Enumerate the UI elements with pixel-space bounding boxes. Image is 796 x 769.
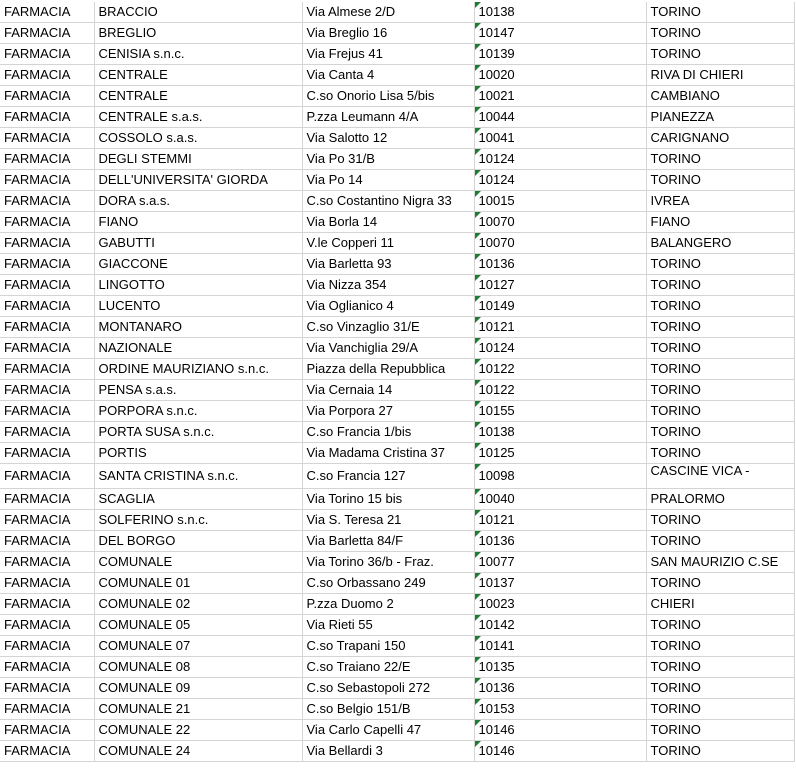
cell-pharmacy-name[interactable]: SANTA CRISTINA s.n.c. <box>94 464 302 489</box>
cell-city[interactable]: FIANO <box>646 212 794 233</box>
cell-postal-code[interactable]: 10149 <box>474 296 646 317</box>
cell-pharmacy-name[interactable]: COMUNALE 05 <box>94 615 302 636</box>
table-row <box>0 212 794 233</box>
table-row <box>0 359 794 380</box>
cell-type[interactable]: FARMACIA <box>0 443 94 464</box>
cell-city[interactable]: IVREA <box>646 191 794 212</box>
table-row <box>0 531 794 552</box>
cell-pharmacy-name[interactable]: GABUTTI <box>94 233 302 254</box>
cell-type[interactable]: FARMACIA <box>0 552 94 573</box>
cell-address[interactable]: Via S. Teresa 21 <box>302 510 474 531</box>
cell-address[interactable]: Via Po 14 <box>302 170 474 191</box>
cell-address[interactable]: C.so Orbassano 249 <box>302 573 474 594</box>
cell-postal-code[interactable]: 10146 <box>474 720 646 741</box>
cell-address[interactable]: Via Oglianico 4 <box>302 296 474 317</box>
cell-pharmacy-name[interactable]: LUCENTO <box>94 296 302 317</box>
cell-type[interactable]: FARMACIA <box>0 720 94 741</box>
cell-postal-code[interactable]: 10124 <box>474 149 646 170</box>
cell-city[interactable]: TORINO <box>646 615 794 636</box>
cell-postal-code[interactable]: 10124 <box>474 338 646 359</box>
cell-city[interactable]: TORINO <box>646 699 794 720</box>
cell-pharmacy-name[interactable]: FIANO <box>94 212 302 233</box>
cell-city[interactable]: TORINO <box>646 741 794 762</box>
cell-city[interactable]: CARIGNANO <box>646 128 794 149</box>
cell-city[interactable]: TORINO <box>646 573 794 594</box>
cell-pharmacy-name[interactable]: COMUNALE 22 <box>94 720 302 741</box>
cell-pharmacy-name[interactable]: BRACCIO <box>94 2 302 23</box>
cell-city[interactable]: CAMBIANO <box>646 86 794 107</box>
table-row <box>0 489 794 510</box>
cell-pharmacy-name[interactable]: COMUNALE 07 <box>94 636 302 657</box>
cell-address[interactable]: V.le Copperi 11 <box>302 233 474 254</box>
table-row <box>0 380 794 401</box>
cell-postal-code[interactable]: 10021 <box>474 86 646 107</box>
cell-postal-code[interactable]: 10139 <box>474 44 646 65</box>
cell-postal-code[interactable]: 10015 <box>474 191 646 212</box>
cell-city[interactable]: TORINO <box>646 254 794 275</box>
cell-postal-code[interactable]: 10146 <box>474 741 646 762</box>
cell-type[interactable]: FARMACIA <box>0 107 94 128</box>
table-row <box>0 464 794 489</box>
cell-pharmacy-name[interactable]: ORDINE MAURIZIANO s.n.c. <box>94 359 302 380</box>
cell-type[interactable]: FARMACIA <box>0 212 94 233</box>
cell-address[interactable]: P.zza Duomo 2 <box>302 594 474 615</box>
cell-postal-code[interactable]: 10124 <box>474 170 646 191</box>
table-row <box>0 149 794 170</box>
cell-city[interactable]: TORINO <box>646 23 794 44</box>
cell-postal-code[interactable]: 10098 <box>474 464 646 489</box>
cell-address[interactable]: Via Salotto 12 <box>302 128 474 149</box>
cell-type[interactable]: FARMACIA <box>0 615 94 636</box>
cell-type[interactable]: FARMACIA <box>0 464 94 489</box>
cell-city[interactable]: PRALORMO <box>646 489 794 510</box>
cell-type[interactable]: FARMACIA <box>0 338 94 359</box>
cell-type[interactable]: FARMACIA <box>0 65 94 86</box>
cell-postal-code[interactable]: 10121 <box>474 317 646 338</box>
cell-address[interactable]: Via Breglio 16 <box>302 23 474 44</box>
cell-pharmacy-name[interactable]: COMUNALE 01 <box>94 573 302 594</box>
cell-city[interactable]: CHIERI <box>646 594 794 615</box>
table-row <box>0 44 794 65</box>
table-row <box>0 86 794 107</box>
cell-city[interactable]: TORINO <box>646 149 794 170</box>
table-row <box>0 657 794 678</box>
cell-postal-code[interactable]: 10020 <box>474 65 646 86</box>
cell-address[interactable]: C.so Onorio Lisa 5/bis <box>302 86 474 107</box>
cell-city[interactable]: TORINO <box>646 275 794 296</box>
cell-pharmacy-name[interactable]: LINGOTTO <box>94 275 302 296</box>
table-row <box>0 401 794 422</box>
table-row <box>0 2 794 23</box>
table-row <box>0 254 794 275</box>
table-row <box>0 636 794 657</box>
table-row <box>0 615 794 636</box>
cell-address[interactable]: C.so Belgio 151/B <box>302 699 474 720</box>
cell-city[interactable]: TORINO <box>646 422 794 443</box>
cell-pharmacy-name[interactable]: COMUNALE 09 <box>94 678 302 699</box>
cell-city[interactable]: PIANEZZA <box>646 107 794 128</box>
cell-address[interactable]: Via Porpora 27 <box>302 401 474 422</box>
cell-postal-code[interactable]: 10121 <box>474 510 646 531</box>
cell-address[interactable]: Via Frejus 41 <box>302 44 474 65</box>
cell-address[interactable]: Via Rieti 55 <box>302 615 474 636</box>
cell-type[interactable]: FARMACIA <box>0 678 94 699</box>
cell-pharmacy-name[interactable]: DORA s.a.s. <box>94 191 302 212</box>
cell-address[interactable]: Via Torino 36/b - Fraz. <box>302 552 474 573</box>
cell-postal-code[interactable]: 10135 <box>474 657 646 678</box>
cell-postal-code[interactable]: 10044 <box>474 107 646 128</box>
cell-city[interactable]: TORINO <box>646 636 794 657</box>
table-row <box>0 594 794 615</box>
cell-city[interactable]: TORINO <box>646 678 794 699</box>
cell-pharmacy-name[interactable]: CENTRALE <box>94 86 302 107</box>
cell-address[interactable]: Via Madama Cristina 37 <box>302 443 474 464</box>
cell-pharmacy-name[interactable]: CENTRALE s.a.s. <box>94 107 302 128</box>
cell-postal-code[interactable]: 10077 <box>474 552 646 573</box>
cell-postal-code[interactable]: 10136 <box>474 254 646 275</box>
cell-city[interactable]: TORINO <box>646 531 794 552</box>
cell-pharmacy-name[interactable]: PORTA SUSA s.n.c. <box>94 422 302 443</box>
table-row <box>0 720 794 741</box>
cell-type[interactable]: FARMACIA <box>0 380 94 401</box>
cell-pharmacy-name[interactable]: MONTANARO <box>94 317 302 338</box>
cell-type[interactable]: FARMACIA <box>0 44 94 65</box>
cell-type[interactable]: FARMACIA <box>0 23 94 44</box>
cell-postal-code[interactable]: 10138 <box>474 422 646 443</box>
table-row <box>0 23 794 44</box>
cell-pharmacy-name[interactable]: BREGLIO <box>94 23 302 44</box>
table-row <box>0 338 794 359</box>
cell-address[interactable]: Via Po 31/B <box>302 149 474 170</box>
cell-type[interactable]: FARMACIA <box>0 128 94 149</box>
cell-pharmacy-name[interactable]: NAZIONALE <box>94 338 302 359</box>
table-row <box>0 107 794 128</box>
cell-address[interactable]: C.so Trapani 150 <box>302 636 474 657</box>
cell-address[interactable]: Via Barletta 93 <box>302 254 474 275</box>
cell-postal-code[interactable]: 10153 <box>474 699 646 720</box>
cell-city[interactable]: TORINO <box>646 443 794 464</box>
table-row <box>0 233 794 254</box>
table-row <box>0 191 794 212</box>
cell-address[interactable]: C.so Vinzaglio 31/E <box>302 317 474 338</box>
cell-postal-code[interactable]: 10122 <box>474 380 646 401</box>
cell-postal-code[interactable]: 10136 <box>474 531 646 552</box>
table-row <box>0 573 794 594</box>
cell-postal-code[interactable]: 10070 <box>474 212 646 233</box>
cell-postal-code[interactable]: 10136 <box>474 678 646 699</box>
cell-postal-code[interactable]: 10040 <box>474 489 646 510</box>
cell-pharmacy-name[interactable]: COMUNALE 02 <box>94 594 302 615</box>
cell-type[interactable]: FARMACIA <box>0 741 94 762</box>
table-row <box>0 317 794 338</box>
cell-address[interactable]: Via Barletta 84/F <box>302 531 474 552</box>
cell-postal-code[interactable]: 10141 <box>474 636 646 657</box>
table-row <box>0 296 794 317</box>
cell-address[interactable]: Via Vanchiglia 29/A <box>302 338 474 359</box>
cell-address[interactable]: P.zza Leumann 4/A <box>302 107 474 128</box>
cell-address[interactable]: Via Almese 2/D <box>302 2 474 23</box>
cell-type[interactable]: FARMACIA <box>0 657 94 678</box>
spreadsheet-body <box>0 2 794 762</box>
cell-address[interactable]: C.so Francia 127 <box>302 464 474 489</box>
table-row <box>0 422 794 443</box>
cell-type[interactable]: FARMACIA <box>0 489 94 510</box>
cell-city[interactable]: TORINO <box>646 44 794 65</box>
cell-pharmacy-name[interactable]: DELL'UNIVERSITA' GIORDA <box>94 170 302 191</box>
table-row <box>0 699 794 720</box>
cell-type[interactable]: FARMACIA <box>0 401 94 422</box>
cell-pharmacy-name[interactable]: CENISIA s.n.c. <box>94 44 302 65</box>
table-row <box>0 552 794 573</box>
cell-pharmacy-name[interactable]: PORTIS <box>94 443 302 464</box>
cell-city[interactable]: TORINO <box>646 317 794 338</box>
cell-type[interactable]: FARMACIA <box>0 296 94 317</box>
cell-type[interactable]: FARMACIA <box>0 86 94 107</box>
cell-address[interactable]: Via Borla 14 <box>302 212 474 233</box>
cell-type[interactable]: FARMACIA <box>0 170 94 191</box>
cell-city[interactable]: TORINO <box>646 380 794 401</box>
cell-pharmacy-name[interactable]: GIACCONE <box>94 254 302 275</box>
cell-city[interactable]: TORINO <box>646 359 794 380</box>
cell-pharmacy-name[interactable]: DEGLI STEMMI <box>94 149 302 170</box>
cell-city[interactable]: TORINO <box>646 510 794 531</box>
cell-type[interactable]: FARMACIA <box>0 254 94 275</box>
cell-pharmacy-name[interactable]: COMUNALE 21 <box>94 699 302 720</box>
cell-city[interactable]: TORINO <box>646 657 794 678</box>
cell-address[interactable]: Via Torino 15 bis <box>302 489 474 510</box>
cell-city-text: CASCINE VICA - <box>650 463 750 478</box>
cell-pharmacy-name[interactable]: COMUNALE 08 <box>94 657 302 678</box>
cell-type[interactable]: FARMACIA <box>0 636 94 657</box>
spreadsheet-grid <box>0 2 795 762</box>
cell-address[interactable]: C.so Sebastopoli 272 <box>302 678 474 699</box>
cell-pharmacy-name[interactable]: COMUNALE 24 <box>94 741 302 762</box>
cell-type[interactable]: FARMACIA <box>0 275 94 296</box>
cell-type[interactable]: FARMACIA <box>0 191 94 212</box>
cell-postal-code[interactable]: 10137 <box>474 573 646 594</box>
cell-postal-code[interactable]: 10023 <box>474 594 646 615</box>
cell-city[interactable]: TORINO <box>646 720 794 741</box>
cell-city[interactable]: TORINO <box>646 401 794 422</box>
cell-postal-code[interactable]: 10127 <box>474 275 646 296</box>
cell-address[interactable]: Piazza della Repubblica <box>302 359 474 380</box>
cell-postal-code[interactable]: 10147 <box>474 23 646 44</box>
cell-postal-code[interactable]: 10138 <box>474 2 646 23</box>
cell-postal-code[interactable]: 10122 <box>474 359 646 380</box>
cell-type[interactable]: FARMACIA <box>0 594 94 615</box>
cell-postal-code[interactable]: 10041 <box>474 128 646 149</box>
cell-city[interactable]: TORINO <box>646 170 794 191</box>
table-row <box>0 128 794 149</box>
cell-pharmacy-name[interactable]: COSSOLO s.a.s. <box>94 128 302 149</box>
cell-city[interactable]: TORINO <box>646 296 794 317</box>
cell-city[interactable]: RIVA DI CHIERI <box>646 65 794 86</box>
cell-address[interactable]: Via Cernaia 14 <box>302 380 474 401</box>
cell-address[interactable]: C.so Francia 1/bis <box>302 422 474 443</box>
cell-address[interactable]: Via Canta 4 <box>302 65 474 86</box>
cell-address[interactable]: Via Bellardi 3 <box>302 741 474 762</box>
table-row <box>0 510 794 531</box>
cell-pharmacy-name[interactable]: DEL BORGO <box>94 531 302 552</box>
cell-type[interactable]: FARMACIA <box>0 573 94 594</box>
cell-type[interactable]: FARMACIA <box>0 699 94 720</box>
cell-postal-code[interactable]: 10125 <box>474 443 646 464</box>
cell-postal-code[interactable]: 10142 <box>474 615 646 636</box>
table-row <box>0 443 794 464</box>
cell-address[interactable]: Via Carlo Capelli 47 <box>302 720 474 741</box>
cell-type[interactable]: FARMACIA <box>0 531 94 552</box>
cell-type[interactable]: FARMACIA <box>0 359 94 380</box>
cell-pharmacy-name[interactable]: SCAGLIA <box>94 489 302 510</box>
table-row <box>0 65 794 86</box>
cell-address[interactable]: C.so Traiano 22/E <box>302 657 474 678</box>
cell-type[interactable]: FARMACIA <box>0 510 94 531</box>
cell-postal-code[interactable]: 10070 <box>474 233 646 254</box>
cell-address[interactable]: Via Nizza 354 <box>302 275 474 296</box>
cell-pharmacy-name[interactable]: COMUNALE <box>94 552 302 573</box>
cell-type[interactable]: FARMACIA <box>0 149 94 170</box>
cell-address[interactable]: C.so Costantino Nigra 33 <box>302 191 474 212</box>
cell-type[interactable]: FARMACIA <box>0 317 94 338</box>
table-row <box>0 275 794 296</box>
cell-city[interactable]: BALANGERO <box>646 233 794 254</box>
cell-city[interactable]: SAN MAURIZIO C.SE <box>646 552 794 573</box>
cell-city[interactable] <box>646 464 794 489</box>
cell-city[interactable]: TORINO <box>646 2 794 23</box>
cell-city[interactable]: TORINO <box>646 338 794 359</box>
cell-type[interactable]: FARMACIA <box>0 233 94 254</box>
table-row <box>0 678 794 699</box>
cell-type[interactable]: FARMACIA <box>0 2 94 23</box>
cell-pharmacy-name[interactable]: PORPORA s.n.c. <box>94 401 302 422</box>
table-row <box>0 741 794 762</box>
cell-pharmacy-name[interactable]: SOLFERINO s.n.c. <box>94 510 302 531</box>
cell-pharmacy-name[interactable]: PENSA s.a.s. <box>94 380 302 401</box>
table-row <box>0 170 794 191</box>
cell-pharmacy-name[interactable]: CENTRALE <box>94 65 302 86</box>
cell-postal-code[interactable]: 10155 <box>474 401 646 422</box>
cell-type[interactable]: FARMACIA <box>0 422 94 443</box>
